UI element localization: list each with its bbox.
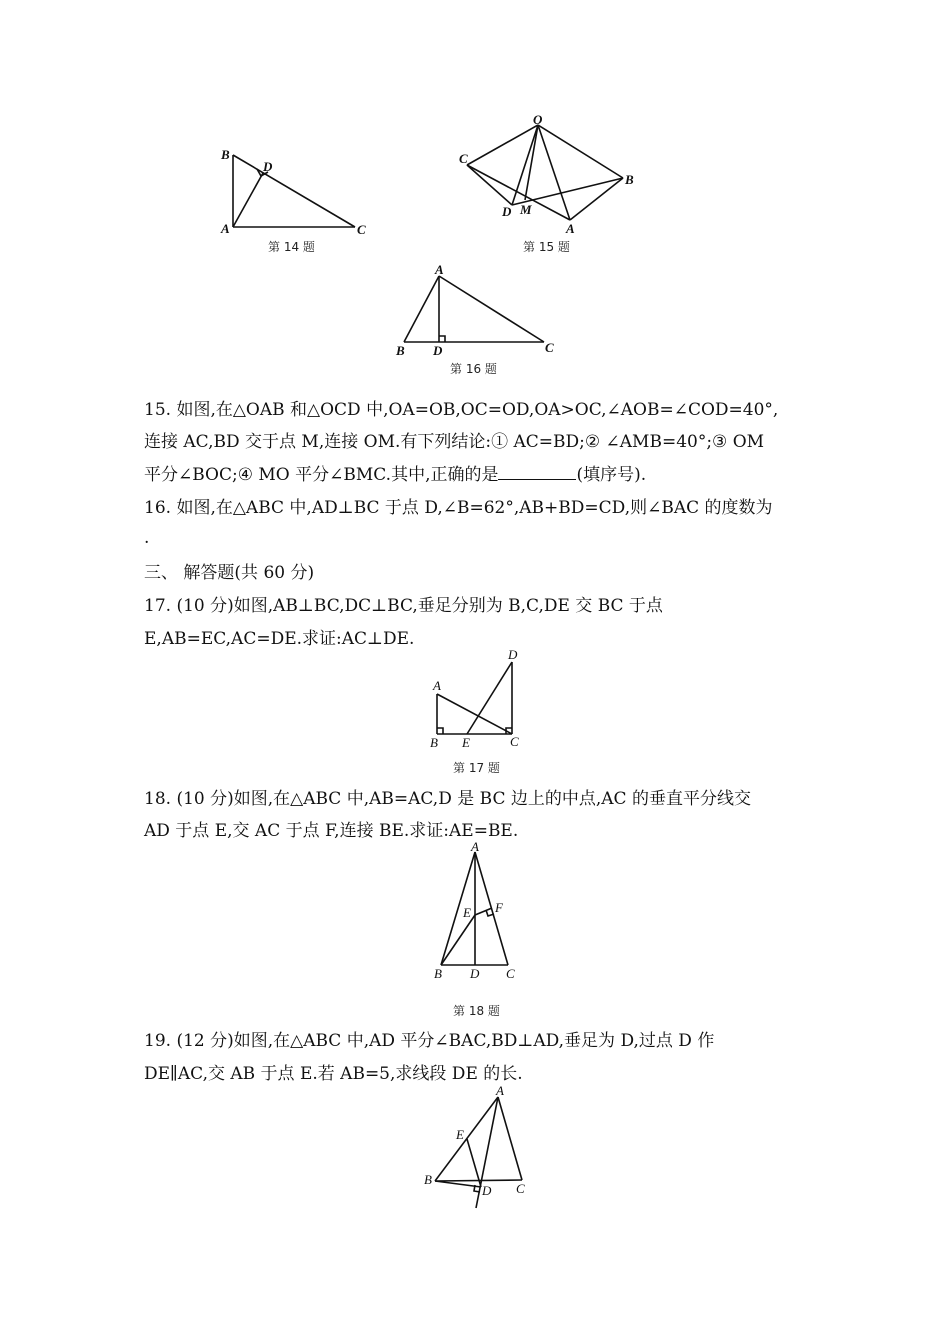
figure-14: [215, 145, 375, 240]
q19-line1: 19. (12 分)如图,在△ABC 中,AD 平分∠BAC,BD⊥AD,垂足为 D,过点 D 作: [144, 1031, 715, 1051]
label-a: A: [471, 839, 479, 854]
label-c: C: [357, 222, 366, 237]
figure-18: [428, 840, 528, 985]
label-d: D: [263, 159, 273, 174]
label-o: O: [533, 112, 543, 127]
segment-bc: [233, 155, 355, 227]
q17-line1: 17. (10 分)如图,AB⊥BC,DC⊥BC,垂足分别为 B,C,DE 交 BC 于点: [144, 596, 663, 616]
figure-15-diagram: [455, 110, 645, 235]
label-e: E: [463, 905, 471, 920]
q15-line3-tail: (填序号).: [576, 465, 647, 485]
figure-14-diagram: [215, 145, 375, 240]
label-a: A: [433, 678, 441, 693]
section-3-heading: 三、 解答题(共 60 分): [144, 563, 315, 583]
label-d: D: [482, 1183, 492, 1198]
segment-ac: [498, 1097, 522, 1180]
caption-fig18: 第 18 题: [453, 1004, 500, 1018]
caption-fig17: 第 17 题: [453, 761, 500, 775]
segment-ob: [538, 125, 623, 178]
caption-fig15: 第 15 题: [523, 240, 570, 254]
q15-line1: 15. 如图,在△OAB 和△OCD 中,OA=OB,OC=OD,OA>OC,∠AOB=∠COD=40°,: [144, 400, 779, 420]
label-d: D: [470, 966, 480, 981]
label-c: C: [510, 734, 519, 749]
label-d: D: [502, 204, 512, 219]
caption-fig16: 第 16 题: [450, 362, 497, 376]
segment-ac: [437, 694, 512, 734]
figure-16-diagram: [392, 262, 562, 357]
label-b: B: [430, 735, 438, 750]
label-a: A: [435, 262, 444, 277]
right-angle-mark-b: [437, 728, 443, 734]
label-e: E: [462, 735, 470, 750]
label-f: F: [495, 900, 503, 915]
label-c: C: [459, 151, 468, 166]
label-b: B: [625, 172, 634, 187]
segment-ac: [439, 276, 544, 342]
label-b: B: [396, 343, 405, 358]
label-c: C: [516, 1181, 525, 1196]
q15-line3-text: 平分∠BOC;④ MO 平分∠BMC.其中,正确的是: [144, 465, 499, 485]
segment-ab: [404, 276, 439, 342]
q17-line2: E,AB=EC,AC=DE.求证:AC⊥DE.: [144, 629, 415, 649]
figure-16: [392, 262, 562, 357]
segment-be: [441, 915, 475, 965]
segment-ab: [435, 1097, 498, 1181]
label-d: D: [433, 343, 443, 358]
label-b: B: [434, 966, 442, 981]
q15-answer-blank[interactable]: [498, 462, 576, 480]
q18-line1: 18. (10 分)如图,在△ABC 中,AB=AC,D 是 BC 边上的中点,AC 的垂直平分线交: [144, 789, 751, 809]
caption-fig14: 第 14 题: [268, 240, 315, 254]
q15-line2: 连接 AC,BD 交于点 M,连接 OM.有下列结论:① AC=BD;② ∠AMB=40°;③ OM: [144, 432, 765, 452]
figure-17: [425, 648, 535, 753]
segment-ad: [233, 173, 263, 227]
label-c: C: [545, 340, 554, 355]
label-a: A: [221, 221, 230, 236]
segment-om: [525, 125, 538, 200]
q15-line3: [144, 462, 646, 487]
label-e: E: [456, 1127, 464, 1142]
label-d: D: [508, 647, 518, 662]
figure-18-diagram: [428, 840, 528, 985]
q16-line2: .: [144, 528, 150, 548]
figure-17-diagram: [425, 648, 535, 753]
label-m: M: [520, 202, 532, 217]
q18-line2: AD 于点 E,交 AC 于点 F,连接 BE.求证:AE=BE.: [144, 821, 519, 841]
label-b: B: [424, 1172, 432, 1187]
figure-19: [420, 1083, 540, 1218]
label-a: A: [566, 221, 575, 236]
figure-15: [455, 110, 645, 235]
right-angle-mark: [439, 336, 445, 342]
figure-19-diagram: [420, 1083, 540, 1218]
label-b: B: [221, 147, 230, 162]
q16-line1: 16. 如图,在△ABC 中,AD⊥BC 于点 D,∠B=62°,AB+BD=CD,则∠BAC 的度数为: [144, 498, 773, 518]
label-c: C: [506, 966, 515, 981]
segment-de: [467, 662, 512, 734]
q19-line2: DE∥AC,交 AB 于点 E.若 AB=5,求线段 DE 的长.: [144, 1064, 523, 1084]
label-a: A: [496, 1083, 504, 1098]
segment-ef: [475, 908, 492, 915]
